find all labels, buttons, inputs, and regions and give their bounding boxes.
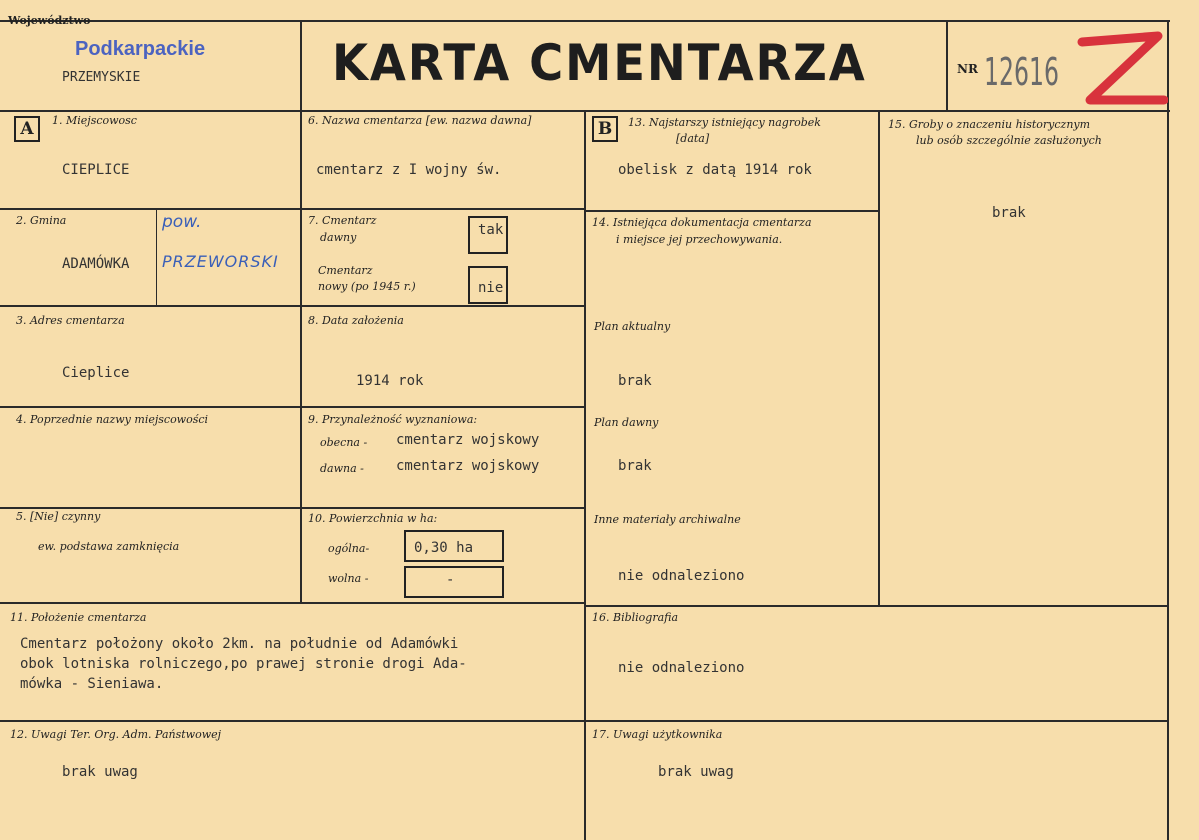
field-13-value: obelisk z datą 1914 rok: [618, 162, 812, 178]
divider-gmina-county: [156, 208, 157, 306]
divider-col-15: [878, 110, 880, 605]
category-mark-z: [1068, 30, 1168, 112]
page-title: KARTA CMENTARZA: [332, 34, 867, 92]
field-9-former-label: dawna -: [320, 462, 364, 475]
field-2-pow-handwritten: pow.: [162, 212, 202, 232]
field-10-free-label: wolna -: [328, 572, 369, 585]
region-stamp: Podkarpackie: [75, 38, 206, 60]
z-stroke-icon: [1068, 30, 1168, 112]
field-5-label: 5. [Nie] czynny: [16, 510, 101, 523]
field-11-line-2: obok lotniska rolniczego,po prawej stronie drogi Ada-: [20, 656, 467, 672]
plan-current-label: Plan aktualny: [594, 320, 671, 333]
field-12-value: brak uwag: [62, 764, 138, 780]
field-3-value: Cieplice: [62, 365, 130, 381]
other-materials-value: nie odnaleziono: [618, 568, 745, 584]
field-7-label-a1: 7. Cmentarz: [308, 214, 377, 227]
field-11-value: [20, 634, 575, 694]
rule-row-3: [0, 406, 586, 408]
rule-row-4: [0, 507, 586, 509]
other-materials-label: Inne materiały archiwalne: [594, 513, 741, 526]
field-17-label: 17. Uwagi użytkownika: [592, 728, 723, 741]
nr-label: NR: [957, 62, 978, 76]
rule-row-1: [0, 208, 586, 210]
field-16-label: 16. Bibliografia: [592, 611, 679, 624]
region-typed: PRZEMYSKIE: [62, 70, 141, 85]
field-9-former-value: cmentarz wojskowy: [396, 458, 540, 474]
field-16-value: nie odnaleziono: [618, 660, 745, 676]
field-9-current-label: obecna -: [320, 436, 368, 449]
wojewodztwo-label: Województwo: [8, 14, 91, 27]
field-11-line-1: Cmentarz położony około 2km. na południe od Adamówki: [20, 636, 459, 652]
field-6-label: 6. Nazwa cmentarza [ew. nazwa dawna]: [308, 114, 532, 127]
field-1-value: CIEPLICE: [62, 162, 130, 178]
field-11-label: 11. Położenie cmentarza: [10, 611, 147, 624]
field-7-label-b1: Cmentarz: [318, 264, 373, 277]
field-8-value: 1914 rok: [356, 373, 424, 389]
outer-border-top: [0, 20, 1170, 22]
field-7-old-value: tak: [478, 222, 504, 238]
field-17-value: brak uwag: [658, 764, 734, 780]
field-8-label: 8. Data założenia: [308, 314, 404, 327]
field-7-label-a2: dawny: [320, 231, 357, 244]
field-2-label: 2. Gmina: [16, 214, 67, 227]
nr-value: 12616: [984, 50, 1059, 94]
field-15-value: brak: [992, 205, 1026, 221]
field-13-label-1: 13. Najstarszy istniejący nagrobek: [628, 116, 821, 129]
field-6-value: cmentarz z I wojny św.: [316, 162, 502, 178]
field-5-sublabel: ew. podstawa zamknięcia: [38, 540, 180, 553]
field-10-total-label: ogólna-: [328, 542, 370, 555]
field-15-label-1: 15. Groby o znaczeniu historycznym: [888, 118, 1091, 131]
field-7-new-value: nie: [478, 280, 504, 296]
field-2-county-handwritten: PRZEWORSKI: [162, 252, 279, 271]
divider-col-b: [584, 110, 586, 840]
rule-row-11: [0, 720, 1168, 722]
section-a-marker: A: [14, 116, 40, 142]
rule-row-5: [0, 602, 586, 604]
field-12-label: 12. Uwagi Ter. Org. Adm. Państwowej: [10, 728, 222, 741]
field-3-label: 3. Adres cmentarza: [16, 314, 125, 327]
rule-13-14: [584, 210, 880, 212]
field-15-label-2: lub osób szczególnie zasłużonych: [916, 134, 1102, 147]
rule-row-2: [0, 305, 586, 307]
field-2-value: ADAMÓWKA: [62, 256, 130, 272]
plan-former-label: Plan dawny: [594, 416, 659, 429]
field-13-label-2: [data]: [676, 132, 710, 145]
divider-header-right: [946, 20, 948, 112]
field-10-free-value: -: [446, 572, 455, 588]
rule-row-5-right: [584, 605, 1168, 607]
field-11-line-3: mówka - Sieniawa.: [20, 676, 164, 692]
field-10-total-value: 0,30 ha: [414, 540, 474, 556]
divider-header-left: [300, 20, 302, 603]
plan-current-value: brak: [618, 373, 652, 389]
field-14-label-1: 14. Istniejąca dokumentacja cmentarza: [592, 216, 812, 229]
field-9-current-value: cmentarz wojskowy: [396, 432, 540, 448]
outer-border-right: [1167, 20, 1169, 840]
section-b-marker: B: [592, 116, 618, 142]
field-7-label-b2: nowy (po 1945 r.): [318, 280, 416, 293]
field-14-label-2: i miejsce jej przechowywania.: [616, 233, 783, 246]
plan-former-value: brak: [618, 458, 652, 474]
field-1-label: 1. Miejscowosc: [52, 114, 137, 127]
field-9-label: 9. Przynależność wyznaniowa:: [308, 413, 478, 426]
field-4-label: 4. Poprzednie nazwy miejscowości: [16, 413, 209, 426]
field-10-label: 10. Powierzchnia w ha:: [308, 512, 438, 525]
